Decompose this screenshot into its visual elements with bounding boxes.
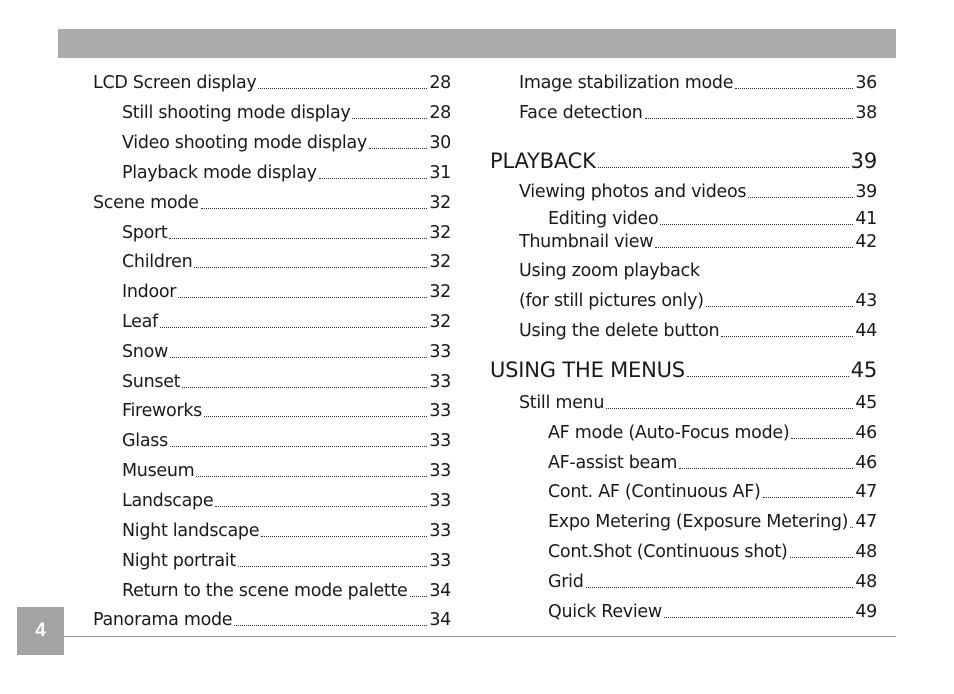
toc-entry-title: Still menu [519,393,605,413]
toc-entry [122,371,451,393]
header-bar [58,29,896,58]
toc-entry-title: PLAYBACK [490,149,596,173]
toc-entry [548,452,877,474]
toc-entry-title: Quick Review [548,602,662,622]
dot-leader [687,375,849,377]
toc-entry [122,222,451,244]
toc-entry [519,392,877,414]
toc-entry [122,550,451,572]
toc-entry-title: Leaf [122,312,158,332]
toc-entry [548,208,877,230]
dot-leader [178,296,427,298]
toc-entry-page: 33 [429,431,451,451]
toc-entry-title: Fireworks [122,401,202,421]
toc-entry [519,320,877,342]
dot-leader [664,616,853,618]
toc-entry [93,192,451,214]
toc-entry-title: AF mode (Auto-Focus mode) [548,423,790,443]
toc-entry-page: 33 [429,491,451,511]
toc-entry-title: Viewing photos and videos [519,182,747,202]
toc-entry-page: 34 [429,610,451,630]
toc-entry-page: 32 [429,312,451,332]
toc-entry-page: 33 [429,401,451,421]
dot-leader [721,335,853,337]
toc-entry-page: 31 [429,163,451,183]
toc-entry [93,609,451,631]
toc-entry-title: Sport [122,223,168,243]
toc-entry-title: USING THE MENUS [490,358,685,382]
page-number-badge [17,607,64,655]
toc-entry-page: 49 [855,602,877,622]
toc-entry [122,162,451,184]
toc-entry-title: Using the delete button [519,321,720,341]
toc-entry-title: AF-assist beam [548,453,678,473]
toc-entry-title: Snow [122,342,169,362]
toc-entry [490,148,877,174]
toc-entry-page: 47 [855,482,877,502]
toc-entry [122,311,451,333]
toc-entry [519,102,877,124]
dot-leader [586,586,854,588]
dot-leader [169,237,427,239]
dot-leader [606,407,853,409]
dot-leader [215,505,427,507]
dot-leader [748,196,853,198]
toc-entry [122,430,451,452]
dot-leader [660,223,853,225]
toc-entry-title: Sunset [122,372,181,392]
toc-entry-title: LCD Screen display [93,73,257,93]
toc-entry-title: Using zoom playback [519,261,700,281]
toc-entry-page: 33 [429,521,451,541]
toc-entry-title: Expo Metering (Exposure Metering) [548,512,849,532]
dot-leader [182,386,427,388]
toc-entry-title: Video shooting mode display [122,133,367,153]
toc-entry-title: Thumbnail view [519,232,654,252]
toc-entry-title: Museum [122,461,195,481]
dot-leader [234,624,427,626]
dot-leader [763,496,854,498]
toc-entry-page: 36 [855,73,877,93]
toc-entry-page: 34 [429,581,451,601]
toc-entry-title: Cont. AF (Continuous AF) [548,482,761,502]
toc-entry [122,102,451,124]
toc-entry-page: 42 [855,232,877,252]
toc-entry [122,400,451,422]
footer-rule [64,636,896,637]
dot-leader [319,177,428,179]
toc-entry [519,181,877,203]
toc-entry-page: 45 [850,358,877,382]
toc-entry [122,460,451,482]
dot-leader [735,87,853,89]
toc-entry-title: (for still pictures only) [519,291,704,311]
dot-leader [170,356,427,358]
toc-entry [519,260,877,282]
toc-entry-page: 32 [429,193,451,213]
toc-entry-title: Landscape [122,491,214,511]
dot-leader [201,207,428,209]
toc-entry [548,422,877,444]
toc-entry [122,251,451,273]
dot-leader [790,556,854,558]
toc-entry-page: 44 [855,321,877,341]
toc-entry-title: Cont.Shot (Continuous shot) [548,542,788,562]
dot-leader [204,415,427,417]
toc-entry [122,490,451,512]
toc-entry [519,231,877,253]
toc-entry [122,580,451,602]
toc-entry [93,72,451,94]
dot-leader [369,147,427,149]
toc-entry-title: Indoor [122,282,177,302]
toc-entry-title: Night portrait [122,551,236,571]
toc-entry-page: 48 [855,542,877,562]
toc-entry-title: Grid [548,572,584,592]
toc-entry-title: Still shooting mode display [122,103,351,123]
toc-entry-page: 43 [855,291,877,311]
dot-leader [194,266,427,268]
toc-entry-page: 28 [429,73,451,93]
toc-entry-page: 41 [855,209,877,229]
dot-leader [261,535,427,537]
toc-entry-page: 33 [429,551,451,571]
dot-leader [655,246,853,248]
toc-entry [519,72,877,94]
toc-entry [122,520,451,542]
toc-entry-page: 32 [429,282,451,302]
toc-entry-title: Playback mode display [122,163,317,183]
dot-leader [598,166,849,168]
toc-entry-page: 38 [855,103,877,123]
dot-leader [410,595,428,597]
toc-entry-page: 39 [855,182,877,202]
dot-leader [238,565,427,567]
toc-entry-page: 47 [855,512,877,532]
toc-entry-title: Children [122,252,193,272]
dot-leader [170,445,427,447]
toc-entry [548,571,877,593]
dot-leader [160,326,427,328]
dot-leader [645,117,854,119]
toc-entry [122,132,451,154]
toc-entry-page: 33 [429,342,451,362]
toc-entry [548,541,877,563]
toc-entry-title: Glass [122,431,168,451]
toc-entry-title: Return to the scene mode palette [122,581,408,601]
toc-entry-title: Scene mode [93,193,199,213]
toc-entry-page: 33 [429,461,451,481]
page-number: 4 [35,620,46,641]
toc-entry-title: Panorama mode [93,610,233,630]
dot-leader [706,305,854,307]
toc-entry-page: 32 [429,252,451,272]
toc-entry [519,290,877,312]
dot-leader [679,467,853,469]
dot-leader [352,117,427,119]
toc-entry [548,601,877,623]
toc-entry-page: 48 [855,572,877,592]
dot-leader [791,437,853,439]
toc-entry [548,511,877,533]
toc-entry-title: Face detection [519,103,643,123]
toc-entry [490,357,877,383]
toc-entry-title: Night landscape [122,521,260,541]
toc-entry [122,341,451,363]
toc-entry-page: 33 [429,372,451,392]
toc-entry-page: 28 [429,103,451,123]
dot-leader [258,87,427,89]
toc-entry-title: Editing video [548,209,659,229]
toc-entry-page: 46 [855,423,877,443]
toc-entry-page: 39 [850,149,877,173]
toc-entry-page: 45 [855,393,877,413]
toc-entry-page: 30 [429,133,451,153]
toc-entry-title: Image stabilization mode [519,73,734,93]
toc-entry [122,281,451,303]
toc-entry [548,481,877,503]
dot-leader [850,526,853,528]
dot-leader [196,475,427,477]
toc-entry-page: 32 [429,223,451,243]
toc-entry-page: 46 [855,453,877,473]
